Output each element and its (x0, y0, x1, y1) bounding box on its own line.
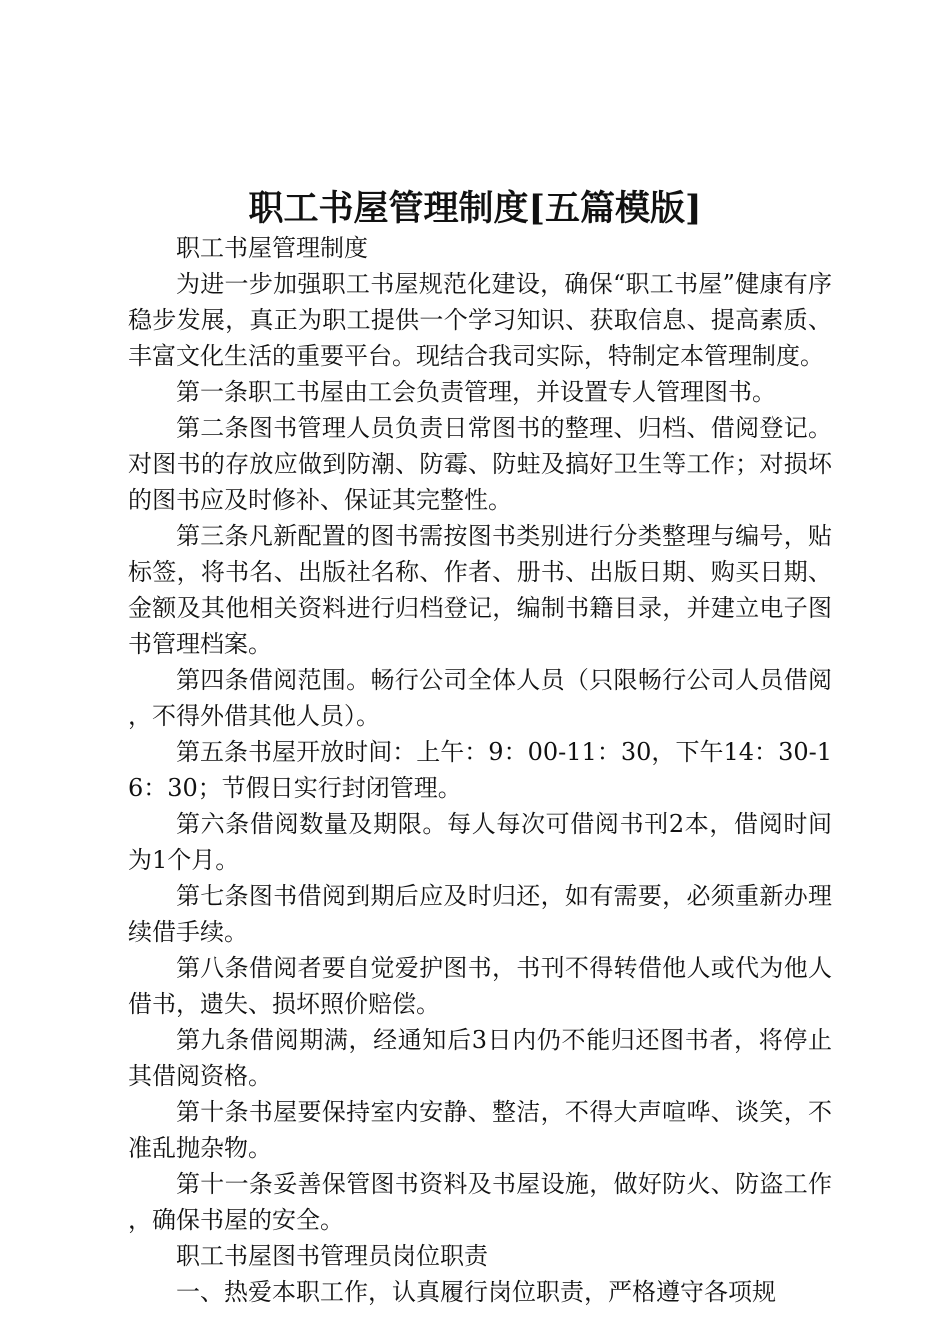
article-7: 第七条图书借阅到期后应及时归还，如有需要，必须重新办理续借手续。 (128, 882, 832, 946)
article-4: 第四条借阅范围。畅行公司全体人员（只限畅行公司人员借阅，不得外借其他人员）。 (128, 666, 832, 730)
article-5: 第五条书屋开放时间：上午：9：00-11：30，下午14：30-16：30；节假日实行封闭管理。 (128, 738, 832, 802)
intro-paragraph: 为进一步加强职工书屋规范化建设，确保“职工书屋”健康有序稳步发展，真正为职工提供一个学习知识、获取信息、提高素质、丰富文化生活的重要平台。现结合我司实际，特制定本管理制度。 (128, 270, 832, 370)
article-10: 第十条书屋要保持室内安静、整洁，不得大声喧哗、谈笑，不准乱抛杂物。 (128, 1098, 832, 1162)
article-6: 第六条借阅数量及期限。每人每次可借阅书刊2本，借阅时间为1个月。 (128, 810, 832, 874)
document-body (128, 230, 832, 1310)
duty-item-1: 一、热爱本职工作，认真履行岗位职责，严格遵守各项规 (176, 1278, 776, 1306)
article-11: 第十一条妥善保管图书资料及书屋设施，做好防火、防盗工作，确保书屋的安全。 (128, 1170, 832, 1234)
article-8: 第八条借阅者要自觉爱护图书，书刊不得转借他人或代为他人借书，遗失、损坏照价赔偿。 (128, 954, 832, 1018)
document-title: 职工书屋管理制度[五篇模版] (248, 188, 702, 229)
section-heading-duties: 职工书屋图书管理员岗位职责 (176, 1242, 488, 1270)
section-heading-rules: 职工书屋管理制度 (176, 234, 368, 262)
article-3: 第三条凡新配置的图书需按图书类别进行分类整理与编号，贴标签，将书名、出版社名称、作者、册书、出版日期、购买日期、金额及其他相关资料进行归档登记，编制书籍目录，并建立电子图书管理档案。 (128, 522, 832, 658)
article-1: 第一条职工书屋由工会负责管理，并设置专人管理图书。 (176, 378, 776, 406)
article-9: 第九条借阅期满，经通知后3日内仍不能归还图书者，将停止其借阅资格。 (128, 1026, 832, 1090)
article-2: 第二条图书管理人员负责日常图书的整理、归档、借阅登记。对图书的存放应做到防潮、防霉、防蛀及搞好卫生等工作；对损坏的图书应及时修补、保证其完整性。 (128, 414, 832, 514)
